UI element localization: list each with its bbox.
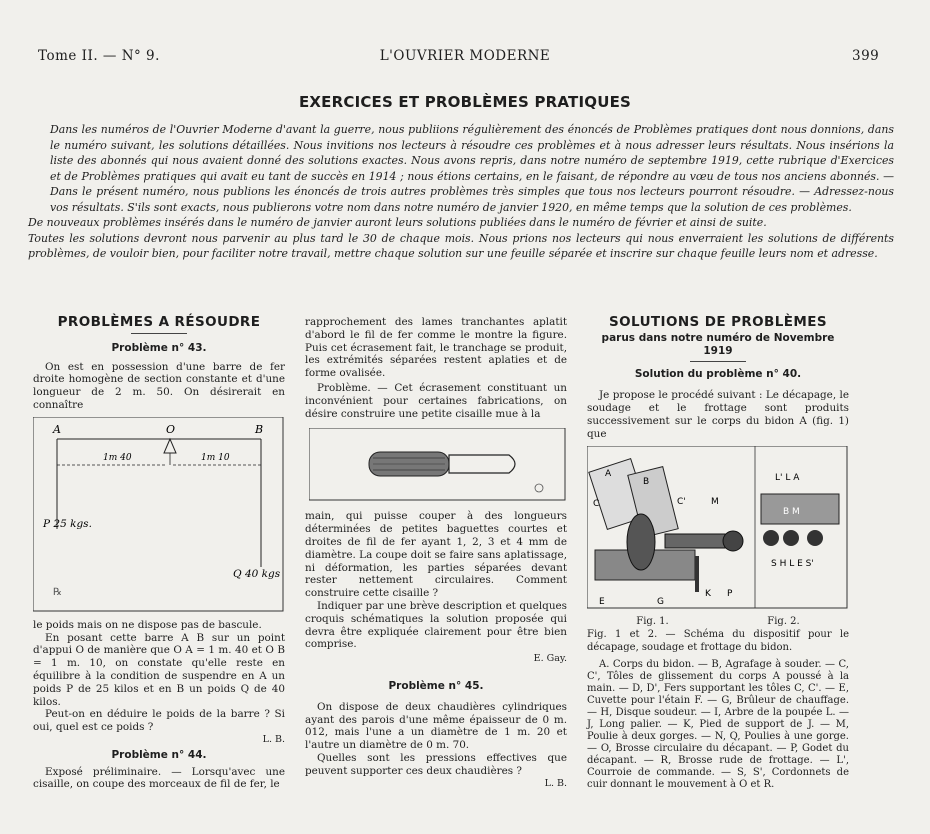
problem-45-title: Problème n° 45. <box>388 679 484 692</box>
problem-45-text: On dispose de deux chaudières cylindriques ayant des parois d'une même épaisseur de 0 m. 012, mais l'une a un diamètre de 1 m. 20 et l'autre un diamètre de 0 m. 70. <box>305 700 567 752</box>
section-heading: PROBLÈMES A RÉSOUDRE <box>57 314 261 330</box>
column-solutions <box>587 316 849 791</box>
problem-43-text: On est en possession d'une barre de fer droite homogène de section constante et d'une longueur de 2 m. 50. On désirerait en connaître <box>33 360 285 411</box>
svg-text:E: E <box>599 597 605 608</box>
svg-text:K: K <box>705 589 711 600</box>
solution-40-text: Je propose le procédé suivant : Le décapage, le soudage et le frottage sont produits successivement sur le corps du bidon A (fig. 1) que <box>587 389 849 440</box>
label-left-length: 1m 40 <box>103 452 132 463</box>
svg-text:M: M <box>711 497 719 508</box>
problem-44-text: Exposé préliminaire. — Lorsqu'avec une cisaille, on coupe des morceaux de fil de fer, le <box>33 765 285 791</box>
signature: E. Gay. <box>533 653 567 665</box>
column-problems <box>33 316 285 791</box>
signature: L. B. <box>544 777 567 789</box>
intro-paragraph: Toutes les solutions devront nous parvenir au plus tard le 30 de chaque mois. Nous prions nos lecteurs qui nous enverraient les solutions de différents problèmes, de vouloir bien, pour faciliter notre travail, mettre chaque solution sur une feuille séparée et inscrire sur chaque feuille leurs nom et adresse. <box>28 231 894 260</box>
label-right-length: 1m 10 <box>201 452 230 463</box>
problem-43-question: Peut-on en déduire le poids de la barre ? Si oui, quel est ce poids ? <box>33 708 285 734</box>
header-journal: L'OUVRIER MODERNE <box>379 48 551 64</box>
label-o: O <box>166 422 176 436</box>
header-volume: Tome II. — N° 9. <box>38 48 160 64</box>
section-heading: SOLUTIONS DE PROBLÈMES <box>609 314 827 330</box>
solution-40-title: Solution du problème n° 40. <box>634 368 802 381</box>
label-q-weight: Q 40 kgs <box>233 567 281 580</box>
fig-2-label: Fig. 2. <box>767 616 800 628</box>
page-number: 399 <box>852 48 880 64</box>
problem-43-text-cont: le poids mais on ne dispose pas de bascule. <box>33 618 262 631</box>
lever-diagram <box>33 417 285 613</box>
figure-labels <box>587 616 849 629</box>
fig-1-label: Fig. 1. <box>636 616 669 628</box>
divider <box>690 361 746 362</box>
svg-text:S H L E S': S H L E S' <box>771 559 814 570</box>
problem-43-text-cont: En posant cette barre A B sur un point d'appui O de manière que O A = 1 m. 40 et O B = 1 m. 10, on constate qu'elle reste en équilibre à la condition de suspendre en A un poids P de 25 kilos et en B un poids Q de 40 kilos. <box>33 631 285 708</box>
svg-text:A: A <box>605 469 612 480</box>
problem-43-title: Problème n° 43. <box>111 341 207 354</box>
wire-figure <box>309 428 567 502</box>
svg-text:P: P <box>727 589 733 600</box>
label-p-weight: P 25 kgs. <box>43 517 92 530</box>
divider <box>131 333 187 334</box>
section-subheading: parus dans notre numéro de Novembre 1919 <box>601 331 835 357</box>
figure-legend: A. Corps du bidon. — B, Agrafage à souder. — C, C', Tôles de glissement du corps A poussé à la main. — D, D', Fers supportant les tôles C, C'. — E, Cuvette pour l'étain F. — G, Brûleur de chauffage. — H, Disque soudeur. — I, Arbre de la poupée L. — J, Long palier. — K, Pied de support de J. — M, Poulie à deux gorges. — N, Q, Poulies à une gorge. — O, Brosse circulaire du décapant. — P, Godet du décapant. — R, Brosse rude de frottage. — L', Courroie de commande. — S, S', Cordonnets de cuir donnant le mouvement à O et R. <box>587 658 849 790</box>
label-a: A <box>53 422 61 436</box>
svg-text:B: B <box>643 477 650 488</box>
diagram-mark: ℞ <box>53 586 62 598</box>
intro-paragraph: De nouveaux problèmes insérés dans le numéro de janvier auront leurs solutions publiées dans le numéro de février et ainsi de suite. <box>28 216 767 229</box>
svg-text:C': C' <box>677 497 686 508</box>
machine-figure <box>587 446 849 610</box>
problem-44-text-cont: main, qui puisse couper à des longueurs déterminées de petites baguettes courtes et droites de fil de fer ayant 1, 2, 3 et 4 mm de diamètre. La coupe doit se faire sans aplatissage, ni déformation, les parties séparées devant rester nettement circulaires. Comment construire cette cisaille ? <box>305 510 567 600</box>
intro-paragraph: Dans les numéros de l'Ouvrier Moderne d'avant la guerre, nous publiions régulièrement des énoncés de Problèmes pratiques dont nous donnions, dans le numéro suivant, les solutions détaillées. Nous invitions nos lecteurs à résoudre ces problèmes et à nous adresser leurs résultats. Nous insérions la liste des abonnés qui nous avaient donné des solutions exactes. Nous avons repris, dans notre numéro de septembre 1919, cette rubrique d'Exercices et de Problèmes pratiques qui avait eu tant de succès en 1914 ; nous étions certains, en le faisant, de répondre au vœu de tous nos anciens abonnés. — Dans le présent numéro, nous publions les énoncés de trois autres problèmes très simples que tous nos lecteurs pourront résoudre. — Adressez-nous vos résultats. S'ils sont exacts, nous publierons votre nom dans notre numéro de janvier 1920, en même temps que la solution de ces problèmes. <box>50 123 894 214</box>
signature: L. B. <box>262 733 285 745</box>
svg-text:G: G <box>657 597 664 608</box>
page-title: EXERCICES ET PROBLÈMES PRATIQUES <box>298 93 632 111</box>
label-b: B <box>255 422 264 436</box>
problem-44-title: Problème n° 44. <box>111 748 207 761</box>
problem-45-question: Quelles sont les pressions effectives que peuvent supporter ces deux chaudières ? <box>305 751 567 777</box>
problem-44-instructions: Indiquer par une brève description et quelques croquis schématiques la solution proposée qui devra être expliquée clairement pour être bien comprise. <box>305 599 567 651</box>
figure-caption: Fig. 1 et 2. — Schéma du dispositif pour le décapage, soudage et frottage du bidon. <box>587 629 849 653</box>
svg-text:B M: B M <box>783 507 800 518</box>
column-problems-cont <box>305 316 567 790</box>
problem-44-text-cont: rapprochement des lames tranchantes aplatit d'abord le fil de fer comme le montre la figure. Puis cet écrasement fait, le tranchage se produit, les extrémités séparées restent aplaties et de forme ovalisée. <box>305 316 567 380</box>
problem-44-statement: Problème. — Cet écrasement constituant un inconvénient pour certaines fabrications, on désire construire une petite cisaille mue à la <box>305 381 567 420</box>
intro-block <box>28 122 894 262</box>
svg-text:C: C <box>593 499 600 510</box>
svg-text:L' L A: L' L A <box>775 473 800 484</box>
